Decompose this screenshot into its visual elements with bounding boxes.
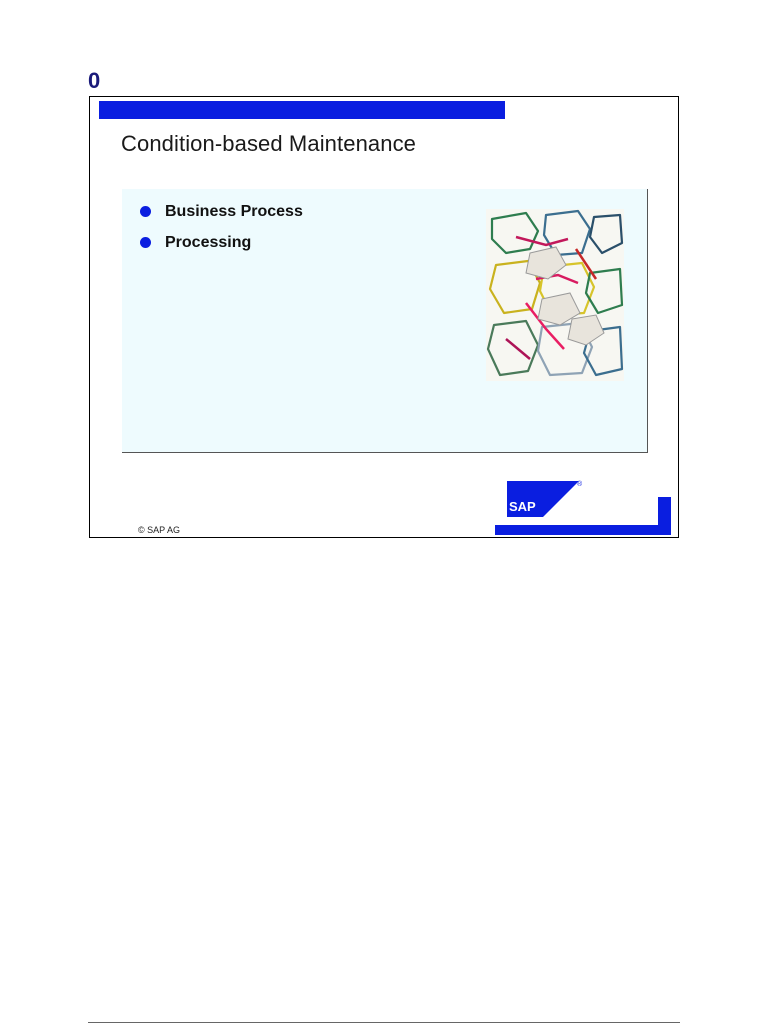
slide-frame bbox=[89, 96, 679, 538]
page-number: 0 bbox=[88, 68, 101, 93]
header-bar bbox=[99, 101, 505, 119]
puzzle-illustration bbox=[486, 209, 624, 381]
bullet-dot-icon bbox=[140, 206, 151, 217]
registered-mark: ® bbox=[577, 481, 583, 488]
bullet-item bbox=[138, 203, 303, 234]
logo-bottom-bar bbox=[495, 525, 671, 535]
bullet-list bbox=[138, 203, 303, 265]
bullet-item bbox=[138, 234, 303, 265]
footer-rule bbox=[88, 1022, 680, 1023]
bullet-text: Processing bbox=[165, 234, 252, 251]
logo-right-bar bbox=[658, 497, 671, 535]
copyright-text: © SAP AG bbox=[138, 525, 180, 535]
bullet-text: Business Process bbox=[165, 203, 303, 220]
sap-logo-text: SAP bbox=[509, 499, 536, 514]
content-box bbox=[122, 189, 648, 453]
bullet-dot-icon bbox=[140, 237, 151, 248]
sap-logo bbox=[495, 481, 673, 537]
slide-title: Condition-based Maintenance bbox=[121, 131, 417, 156]
